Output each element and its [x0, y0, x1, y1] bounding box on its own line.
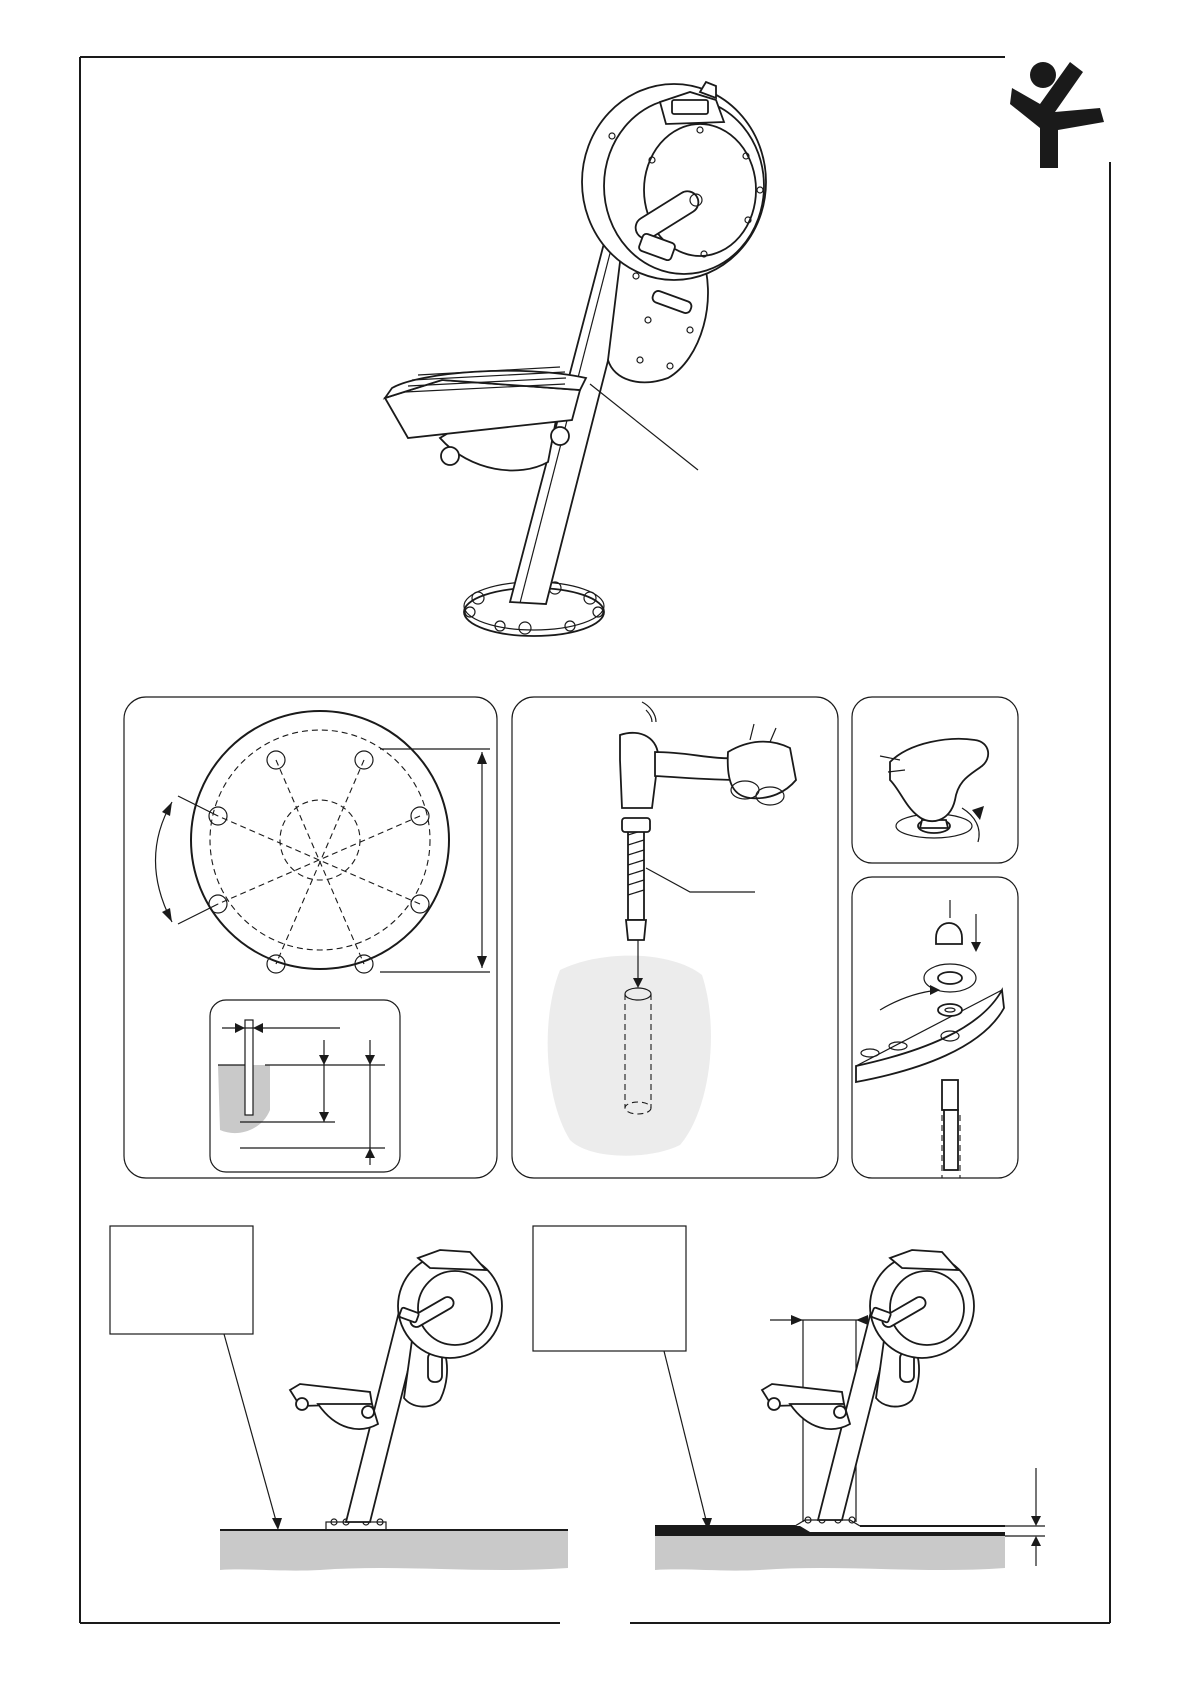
panel-cap-assembly	[852, 877, 1018, 1178]
panel-anchor-installation	[512, 697, 838, 1178]
callout-box-right	[533, 1226, 686, 1351]
ground-section-left	[220, 1530, 568, 1571]
inset-drill-depth-detail	[210, 1000, 400, 1172]
panel-base-plate-layout	[124, 697, 497, 1178]
machine-side-view-right	[762, 1250, 974, 1523]
machine-illustration	[385, 82, 766, 636]
bottom-right-with-surfacing	[533, 1226, 1045, 1571]
leader-line-post	[590, 384, 698, 470]
hand-icon	[728, 742, 796, 799]
callout-box-left	[110, 1226, 253, 1334]
ground-section-right	[655, 1536, 1005, 1571]
dome-cap-icon	[936, 923, 962, 944]
machine-side-view-left	[290, 1250, 502, 1530]
hammer-head-icon	[620, 733, 658, 808]
figure-jumping-logo-icon	[1010, 62, 1104, 168]
panel-tighten-nut	[852, 697, 1018, 863]
bottom-left-surface-mount	[110, 1226, 568, 1571]
concrete-zone	[548, 956, 711, 1156]
